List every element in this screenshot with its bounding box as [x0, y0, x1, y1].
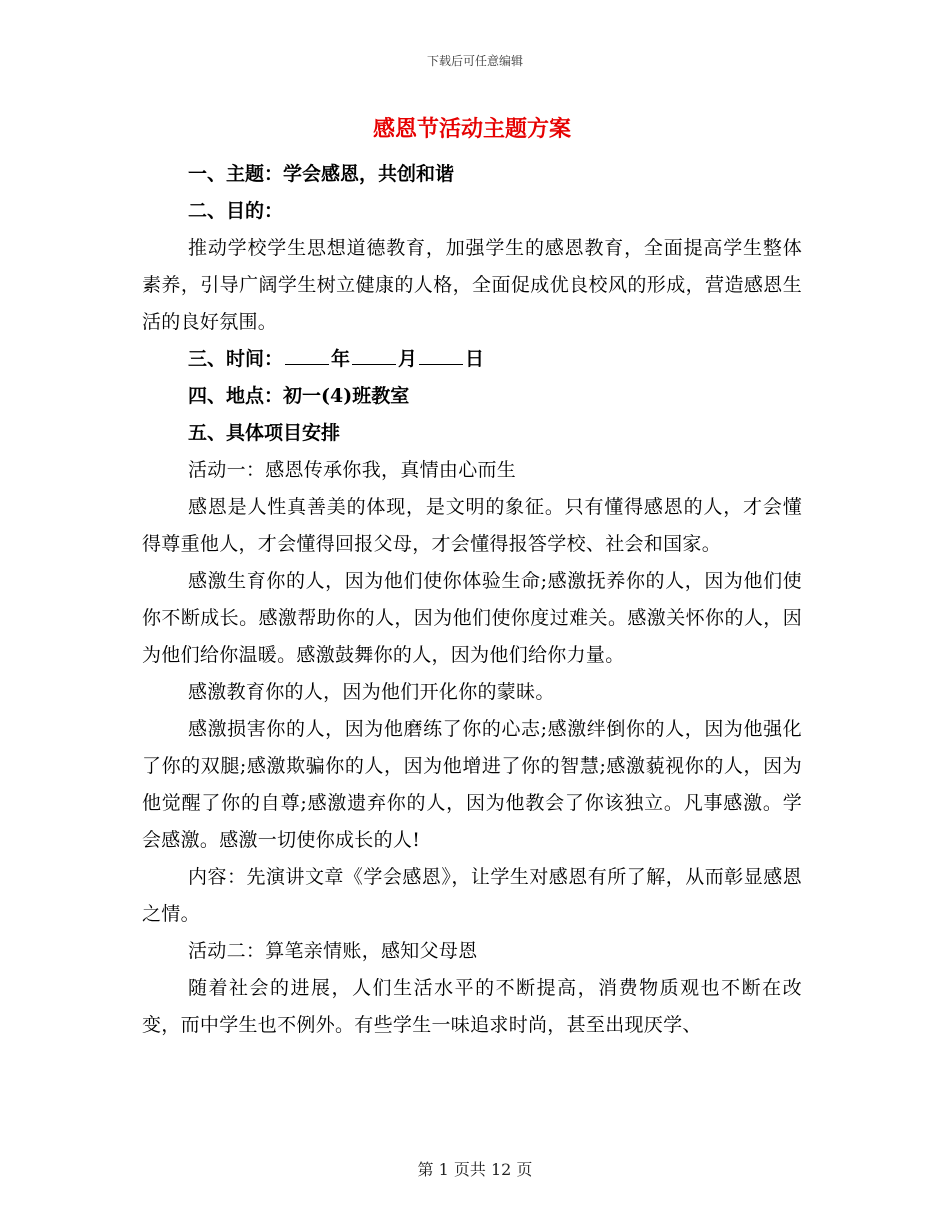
paragraph-5: 内容：先演讲文章《学会感恩》，让学生对感恩有所了解，从而彰显感恩之情。 — [142, 866, 802, 925]
time-prefix: 三、时间： — [188, 348, 284, 370]
place-heading: 四、地点：初一(4)班教室 — [188, 385, 410, 407]
paragraph-4: 感激损害你的人，因为他磨练了你的心志;感激绊倒你的人，因为他强化了你的双腿;感激欺骗你的人，因为他增进了你的智慧;感激藐视你的人，因为他觉醒了你的自尊;感激遗弃你的人，因为他教会了你该独立。凡事感激。学会感激。感激一切使你成长的人! — [142, 718, 802, 851]
page-footer: 第 1 页共 12 页 — [417, 1160, 533, 1179]
paragraph-2: 感激生育你的人，因为他们使你体验生命;感激抚养你的人，因为他们使你不断成长。感激帮助你的人，因为他们使你度过难关。感激关怀你的人，因为他们给你温暖。感激鼓舞你的人，因为他们给你力量。 — [142, 570, 802, 666]
time-year-label: 年 — [331, 348, 351, 370]
document-body — [142, 110, 802, 1044]
theme-heading: 一、主题：学会感恩，共创和谐 — [188, 163, 455, 185]
day-blank — [419, 346, 463, 365]
purpose-paragraph: 推动学校学生思想道德教育，加强学生的感恩教育，全面提高学生整体素养，引导广阔学生树立健康的人格，全面促成优良校风的形成，营造感恩生活的良好氛围。 — [142, 237, 802, 333]
purpose-heading: 二、目的： — [188, 200, 284, 222]
paragraph-3: 感激教育你的人，因为他们开化你的蒙昧。 — [188, 681, 555, 703]
time-month-label: 月 — [398, 348, 418, 370]
year-blank — [285, 346, 329, 365]
arrangement-heading: 五、具体项目安排 — [188, 422, 341, 444]
time-day-label: 日 — [465, 348, 485, 370]
header-note: 下载后可任意编辑 — [426, 54, 523, 68]
activity1-title: 活动一：感恩传承你我，真情由心而生 — [188, 459, 517, 481]
activity2-title: 活动二：算笔亲情账，感知父母恩 — [188, 940, 478, 962]
paragraph-1: 感恩是人性真善美的体现，是文明的象征。只有懂得感恩的人，才会懂得尊重他人，才会懂得回报父母，才会懂得报答学校、社会和国家。 — [142, 496, 802, 555]
month-blank — [352, 346, 396, 365]
document-title: 感恩节活动主题方案 — [372, 116, 571, 142]
time-heading — [142, 341, 802, 378]
paragraph-6: 随着社会的进展，人们生活水平的不断提高，消费物质观也不断在改变，而中学生也不例外。有些学生一味追求时尚，甚至出现厌学、 — [142, 977, 802, 1036]
